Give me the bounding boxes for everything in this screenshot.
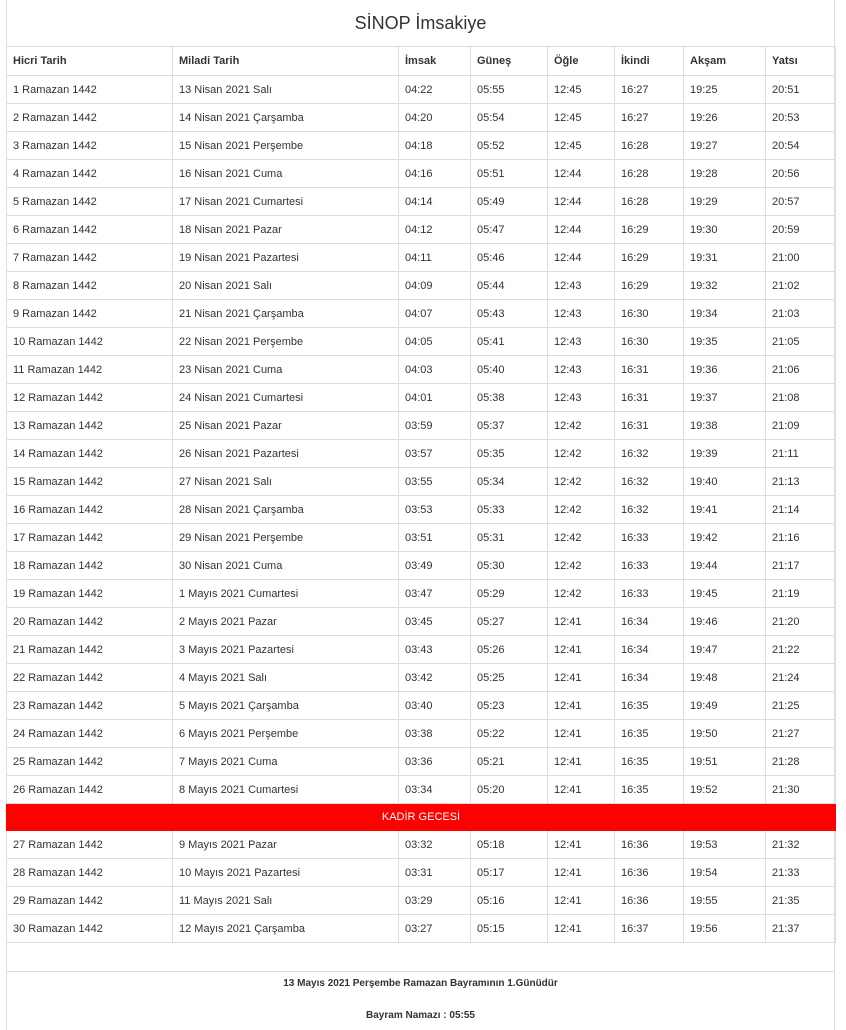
cell-gunes: 05:21 [471,748,548,776]
cell-hicri-tarih: 7 Ramazan 1442 [7,244,173,272]
cell-gunes: 05:35 [471,440,548,468]
cell-aksam: 19:37 [684,384,766,412]
cell-hicri-tarih: 2 Ramazan 1442 [7,104,173,132]
blank-row [7,944,834,972]
cell-hicri-tarih: 6 Ramazan 1442 [7,216,173,244]
table-row [7,412,836,440]
cell-hicri-tarih: 10 Ramazan 1442 [7,328,173,356]
cell-ogle: 12:42 [548,440,615,468]
table-row [7,244,836,272]
cell-gunes: 05:16 [471,887,548,915]
cell-ikindi: 16:27 [615,104,684,132]
table-row [7,636,836,664]
cell-yatsi: 20:57 [766,188,836,216]
cell-imsak: 04:20 [399,104,471,132]
cell-aksam: 19:25 [684,76,766,104]
cell-miladi-tarih: 19 Nisan 2021 Pazartesi [173,244,399,272]
cell-imsak: 03:51 [399,524,471,552]
cell-gunes: 05:27 [471,608,548,636]
cell-yatsi: 21:20 [766,608,836,636]
cell-hicri-tarih: 12 Ramazan 1442 [7,384,173,412]
cell-ogle: 12:41 [548,664,615,692]
cell-imsak: 03:42 [399,664,471,692]
cell-aksam: 19:39 [684,440,766,468]
cell-aksam: 19:38 [684,412,766,440]
cell-imsak: 03:38 [399,720,471,748]
cell-gunes: 05:29 [471,580,548,608]
cell-hicri-tarih: 21 Ramazan 1442 [7,636,173,664]
cell-imsak: 04:22 [399,76,471,104]
table-row [7,272,836,300]
cell-aksam: 19:29 [684,188,766,216]
table-row [7,76,836,104]
cell-miladi-tarih: 25 Nisan 2021 Pazar [173,412,399,440]
cell-hicri-tarih: 17 Ramazan 1442 [7,524,173,552]
cell-imsak: 04:07 [399,300,471,328]
header-gunes: Güneş [471,47,548,76]
cell-aksam: 19:36 [684,356,766,384]
table-row [7,831,836,859]
cell-ogle: 12:41 [548,887,615,915]
cell-aksam: 19:51 [684,748,766,776]
table-row [7,216,836,244]
cell-hicri-tarih: 29 Ramazan 1442 [7,887,173,915]
cell-miladi-tarih: 22 Nisan 2021 Perşembe [173,328,399,356]
imsakiye-table [6,46,836,943]
cell-ikindi: 16:36 [615,859,684,887]
cell-hicri-tarih: 1 Ramazan 1442 [7,76,173,104]
cell-imsak: 03:34 [399,776,471,804]
cell-aksam: 19:49 [684,692,766,720]
cell-miladi-tarih: 9 Mayıs 2021 Pazar [173,831,399,859]
cell-ogle: 12:43 [548,300,615,328]
cell-imsak: 03:55 [399,468,471,496]
cell-miladi-tarih: 3 Mayıs 2021 Pazartesi [173,636,399,664]
cell-ikindi: 16:35 [615,720,684,748]
cell-gunes: 05:51 [471,160,548,188]
cell-yatsi: 21:24 [766,664,836,692]
cell-miladi-tarih: 26 Nisan 2021 Pazartesi [173,440,399,468]
cell-miladi-tarih: 8 Mayıs 2021 Cumartesi [173,776,399,804]
cell-hicri-tarih: 11 Ramazan 1442 [7,356,173,384]
cell-ogle: 12:41 [548,859,615,887]
cell-yatsi: 20:53 [766,104,836,132]
cell-gunes: 05:40 [471,356,548,384]
cell-yatsi: 21:08 [766,384,836,412]
cell-hicri-tarih: 25 Ramazan 1442 [7,748,173,776]
bayram-info: 13 Mayıs 2021 Perşembe Ramazan Bayramının 1.Günüdür [283,978,558,989]
cell-ikindi: 16:35 [615,748,684,776]
cell-aksam: 19:34 [684,300,766,328]
cell-gunes: 05:41 [471,328,548,356]
imsakiye-panel [6,0,835,1030]
cell-ikindi: 16:32 [615,496,684,524]
cell-yatsi: 20:54 [766,132,836,160]
table-row [7,440,836,468]
cell-gunes: 05:55 [471,76,548,104]
cell-miladi-tarih: 21 Nisan 2021 Çarşamba [173,300,399,328]
cell-miladi-tarih: 4 Mayıs 2021 Salı [173,664,399,692]
cell-imsak: 03:32 [399,831,471,859]
table-row [7,915,836,943]
cell-ikindi: 16:31 [615,412,684,440]
cell-ogle: 12:41 [548,692,615,720]
cell-yatsi: 21:14 [766,496,836,524]
bayram-namazi: Bayram Namazı : 05:55 [366,1010,475,1021]
cell-gunes: 05:49 [471,188,548,216]
table-row [7,580,836,608]
table-row [7,160,836,188]
table-row [7,859,836,887]
header-ikindi: İkindi [615,47,684,76]
cell-imsak: 03:59 [399,412,471,440]
cell-aksam: 19:54 [684,859,766,887]
table-row [7,608,836,636]
cell-yatsi: 21:03 [766,300,836,328]
cell-yatsi: 21:25 [766,692,836,720]
cell-yatsi: 21:06 [766,356,836,384]
cell-aksam: 19:56 [684,915,766,943]
header-aksam: Akşam [684,47,766,76]
header-miladi-tarih: Miladi Tarih [173,47,399,76]
cell-ikindi: 16:30 [615,328,684,356]
cell-miladi-tarih: 1 Mayıs 2021 Cumartesi [173,580,399,608]
cell-ogle: 12:41 [548,831,615,859]
cell-hicri-tarih: 22 Ramazan 1442 [7,664,173,692]
cell-hicri-tarih: 3 Ramazan 1442 [7,132,173,160]
cell-ikindi: 16:28 [615,132,684,160]
cell-gunes: 05:54 [471,104,548,132]
cell-hicri-tarih: 15 Ramazan 1442 [7,468,173,496]
cell-gunes: 05:46 [471,244,548,272]
cell-ikindi: 16:29 [615,272,684,300]
cell-ogle: 12:43 [548,272,615,300]
cell-miladi-tarih: 12 Mayıs 2021 Çarşamba [173,915,399,943]
cell-hicri-tarih: 26 Ramazan 1442 [7,776,173,804]
cell-gunes: 05:18 [471,831,548,859]
cell-ogle: 12:45 [548,76,615,104]
cell-miladi-tarih: 27 Nisan 2021 Salı [173,468,399,496]
cell-ogle: 12:43 [548,356,615,384]
cell-ogle: 12:42 [548,468,615,496]
cell-ikindi: 16:35 [615,692,684,720]
cell-aksam: 19:46 [684,608,766,636]
cell-aksam: 19:41 [684,496,766,524]
cell-yatsi: 21:30 [766,776,836,804]
cell-aksam: 19:35 [684,328,766,356]
table-row [7,468,836,496]
cell-yatsi: 21:19 [766,580,836,608]
cell-yatsi: 21:22 [766,636,836,664]
cell-ogle: 12:44 [548,160,615,188]
table-row [7,692,836,720]
cell-imsak: 04:09 [399,272,471,300]
cell-imsak: 04:16 [399,160,471,188]
cell-ikindi: 16:36 [615,887,684,915]
table-header-row [7,47,836,76]
cell-ogle: 12:43 [548,328,615,356]
cell-ogle: 12:45 [548,104,615,132]
cell-yatsi: 21:02 [766,272,836,300]
cell-aksam: 19:31 [684,244,766,272]
table-row [7,132,836,160]
cell-ogle: 12:41 [548,776,615,804]
cell-ikindi: 16:32 [615,440,684,468]
cell-imsak: 03:27 [399,915,471,943]
cell-hicri-tarih: 5 Ramazan 1442 [7,188,173,216]
cell-imsak: 03:45 [399,608,471,636]
cell-ogle: 12:45 [548,132,615,160]
table-row [7,300,836,328]
cell-hicri-tarih: 24 Ramazan 1442 [7,720,173,748]
table-row [7,496,836,524]
cell-miladi-tarih: 23 Nisan 2021 Cuma [173,356,399,384]
cell-ikindi: 16:37 [615,915,684,943]
cell-gunes: 05:22 [471,720,548,748]
cell-ogle: 12:42 [548,412,615,440]
cell-imsak: 03:49 [399,552,471,580]
cell-hicri-tarih: 4 Ramazan 1442 [7,160,173,188]
cell-miladi-tarih: 6 Mayıs 2021 Perşembe [173,720,399,748]
cell-ikindi: 16:33 [615,524,684,552]
header-imsak: İmsak [399,47,471,76]
cell-yatsi: 21:32 [766,831,836,859]
table-row [7,552,836,580]
cell-miladi-tarih: 13 Nisan 2021 Salı [173,76,399,104]
table-row [7,188,836,216]
cell-imsak: 03:57 [399,440,471,468]
cell-yatsi: 21:16 [766,524,836,552]
table-row [7,384,836,412]
cell-ikindi: 16:28 [615,188,684,216]
table-row [7,776,836,804]
cell-imsak: 03:40 [399,692,471,720]
cell-hicri-tarih: 14 Ramazan 1442 [7,440,173,468]
cell-imsak: 04:18 [399,132,471,160]
cell-imsak: 04:12 [399,216,471,244]
cell-gunes: 05:33 [471,496,548,524]
cell-aksam: 19:50 [684,720,766,748]
cell-yatsi: 21:13 [766,468,836,496]
cell-ikindi: 16:28 [615,160,684,188]
cell-gunes: 05:15 [471,915,548,943]
cell-ikindi: 16:27 [615,76,684,104]
cell-miladi-tarih: 18 Nisan 2021 Pazar [173,216,399,244]
cell-aksam: 19:52 [684,776,766,804]
cell-ikindi: 16:34 [615,608,684,636]
cell-ogle: 12:41 [548,748,615,776]
cell-imsak: 03:36 [399,748,471,776]
cell-miladi-tarih: 10 Mayıs 2021 Pazartesi [173,859,399,887]
cell-yatsi: 21:33 [766,859,836,887]
cell-miladi-tarih: 28 Nisan 2021 Çarşamba [173,496,399,524]
header-hicri-tarih: Hicri Tarih [7,47,173,76]
cell-gunes: 05:30 [471,552,548,580]
cell-ikindi: 16:29 [615,216,684,244]
cell-yatsi: 20:56 [766,160,836,188]
cell-imsak: 04:01 [399,384,471,412]
cell-ikindi: 16:34 [615,664,684,692]
cell-gunes: 05:43 [471,300,548,328]
cell-miladi-tarih: 5 Mayıs 2021 Çarşamba [173,692,399,720]
cell-ogle: 12:44 [548,216,615,244]
cell-miladi-tarih: 15 Nisan 2021 Perşembe [173,132,399,160]
cell-yatsi: 21:00 [766,244,836,272]
cell-ikindi: 16:35 [615,776,684,804]
table-row [7,748,836,776]
cell-ogle: 12:42 [548,496,615,524]
header-yatsi: Yatsı [766,47,836,76]
cell-aksam: 19:26 [684,104,766,132]
cell-yatsi: 21:17 [766,552,836,580]
cell-hicri-tarih: 13 Ramazan 1442 [7,412,173,440]
cell-gunes: 05:25 [471,664,548,692]
cell-imsak: 04:11 [399,244,471,272]
table-row [7,328,836,356]
cell-imsak: 04:05 [399,328,471,356]
cell-ogle: 12:43 [548,384,615,412]
cell-aksam: 19:55 [684,887,766,915]
cell-imsak: 04:14 [399,188,471,216]
cell-miladi-tarih: 11 Mayıs 2021 Salı [173,887,399,915]
kadir-gecesi-row [7,804,836,831]
cell-imsak: 03:31 [399,859,471,887]
cell-ogle: 12:41 [548,608,615,636]
cell-ikindi: 16:33 [615,580,684,608]
table-row [7,104,836,132]
cell-gunes: 05:34 [471,468,548,496]
table-row [7,887,836,915]
cell-gunes: 05:23 [471,692,548,720]
cell-aksam: 19:27 [684,132,766,160]
cell-ogle: 12:44 [548,188,615,216]
cell-gunes: 05:44 [471,272,548,300]
cell-aksam: 19:32 [684,272,766,300]
cell-hicri-tarih: 30 Ramazan 1442 [7,915,173,943]
cell-yatsi: 21:05 [766,328,836,356]
cell-aksam: 19:42 [684,524,766,552]
cell-miladi-tarih: 29 Nisan 2021 Perşembe [173,524,399,552]
table-row [7,356,836,384]
cell-aksam: 19:53 [684,831,766,859]
cell-gunes: 05:31 [471,524,548,552]
cell-yatsi: 20:59 [766,216,836,244]
cell-miladi-tarih: 17 Nisan 2021 Cumartesi [173,188,399,216]
cell-imsak: 03:53 [399,496,471,524]
cell-ikindi: 16:31 [615,356,684,384]
cell-ikindi: 16:29 [615,244,684,272]
cell-yatsi: 21:35 [766,887,836,915]
cell-miladi-tarih: 14 Nisan 2021 Çarşamba [173,104,399,132]
cell-yatsi: 21:27 [766,720,836,748]
cell-miladi-tarih: 24 Nisan 2021 Cumartesi [173,384,399,412]
cell-gunes: 05:38 [471,384,548,412]
cell-hicri-tarih: 16 Ramazan 1442 [7,496,173,524]
cell-miladi-tarih: 20 Nisan 2021 Salı [173,272,399,300]
cell-imsak: 03:29 [399,887,471,915]
cell-aksam: 19:45 [684,580,766,608]
cell-ogle: 12:41 [548,915,615,943]
cell-hicri-tarih: 27 Ramazan 1442 [7,831,173,859]
cell-ogle: 12:44 [548,244,615,272]
cell-yatsi: 21:28 [766,748,836,776]
cell-imsak: 04:03 [399,356,471,384]
cell-ikindi: 16:31 [615,384,684,412]
cell-ogle: 12:41 [548,720,615,748]
cell-hicri-tarih: 9 Ramazan 1442 [7,300,173,328]
cell-yatsi: 20:51 [766,76,836,104]
cell-gunes: 05:20 [471,776,548,804]
cell-yatsi: 21:37 [766,915,836,943]
cell-hicri-tarih: 19 Ramazan 1442 [7,580,173,608]
cell-hicri-tarih: 8 Ramazan 1442 [7,272,173,300]
table-row [7,720,836,748]
cell-imsak: 03:47 [399,580,471,608]
cell-miladi-tarih: 30 Nisan 2021 Cuma [173,552,399,580]
cell-ikindi: 16:34 [615,636,684,664]
header-ogle: Öğle [548,47,615,76]
cell-aksam: 19:30 [684,216,766,244]
kadir-gecesi-label: KADİR GECESİ [7,804,836,831]
table-row [7,664,836,692]
cell-ogle: 12:42 [548,580,615,608]
cell-aksam: 19:28 [684,160,766,188]
cell-gunes: 05:26 [471,636,548,664]
cell-ogle: 12:41 [548,636,615,664]
cell-gunes: 05:37 [471,412,548,440]
cell-aksam: 19:44 [684,552,766,580]
cell-ikindi: 16:32 [615,468,684,496]
cell-gunes: 05:52 [471,132,548,160]
cell-miladi-tarih: 16 Nisan 2021 Cuma [173,160,399,188]
cell-hicri-tarih: 23 Ramazan 1442 [7,692,173,720]
cell-hicri-tarih: 18 Ramazan 1442 [7,552,173,580]
cell-ikindi: 16:36 [615,831,684,859]
cell-ikindi: 16:30 [615,300,684,328]
cell-hicri-tarih: 20 Ramazan 1442 [7,608,173,636]
cell-aksam: 19:40 [684,468,766,496]
cell-yatsi: 21:11 [766,440,836,468]
table-row [7,524,836,552]
cell-miladi-tarih: 2 Mayıs 2021 Pazar [173,608,399,636]
cell-miladi-tarih: 7 Mayıs 2021 Cuma [173,748,399,776]
cell-aksam: 19:47 [684,636,766,664]
cell-ogle: 12:42 [548,552,615,580]
cell-hicri-tarih: 28 Ramazan 1442 [7,859,173,887]
cell-ogle: 12:42 [548,524,615,552]
cell-aksam: 19:48 [684,664,766,692]
cell-yatsi: 21:09 [766,412,836,440]
cell-imsak: 03:43 [399,636,471,664]
cell-gunes: 05:17 [471,859,548,887]
cell-gunes: 05:47 [471,216,548,244]
page-title: SİNOP İmsakiye [354,13,487,33]
cell-ikindi: 16:33 [615,552,684,580]
